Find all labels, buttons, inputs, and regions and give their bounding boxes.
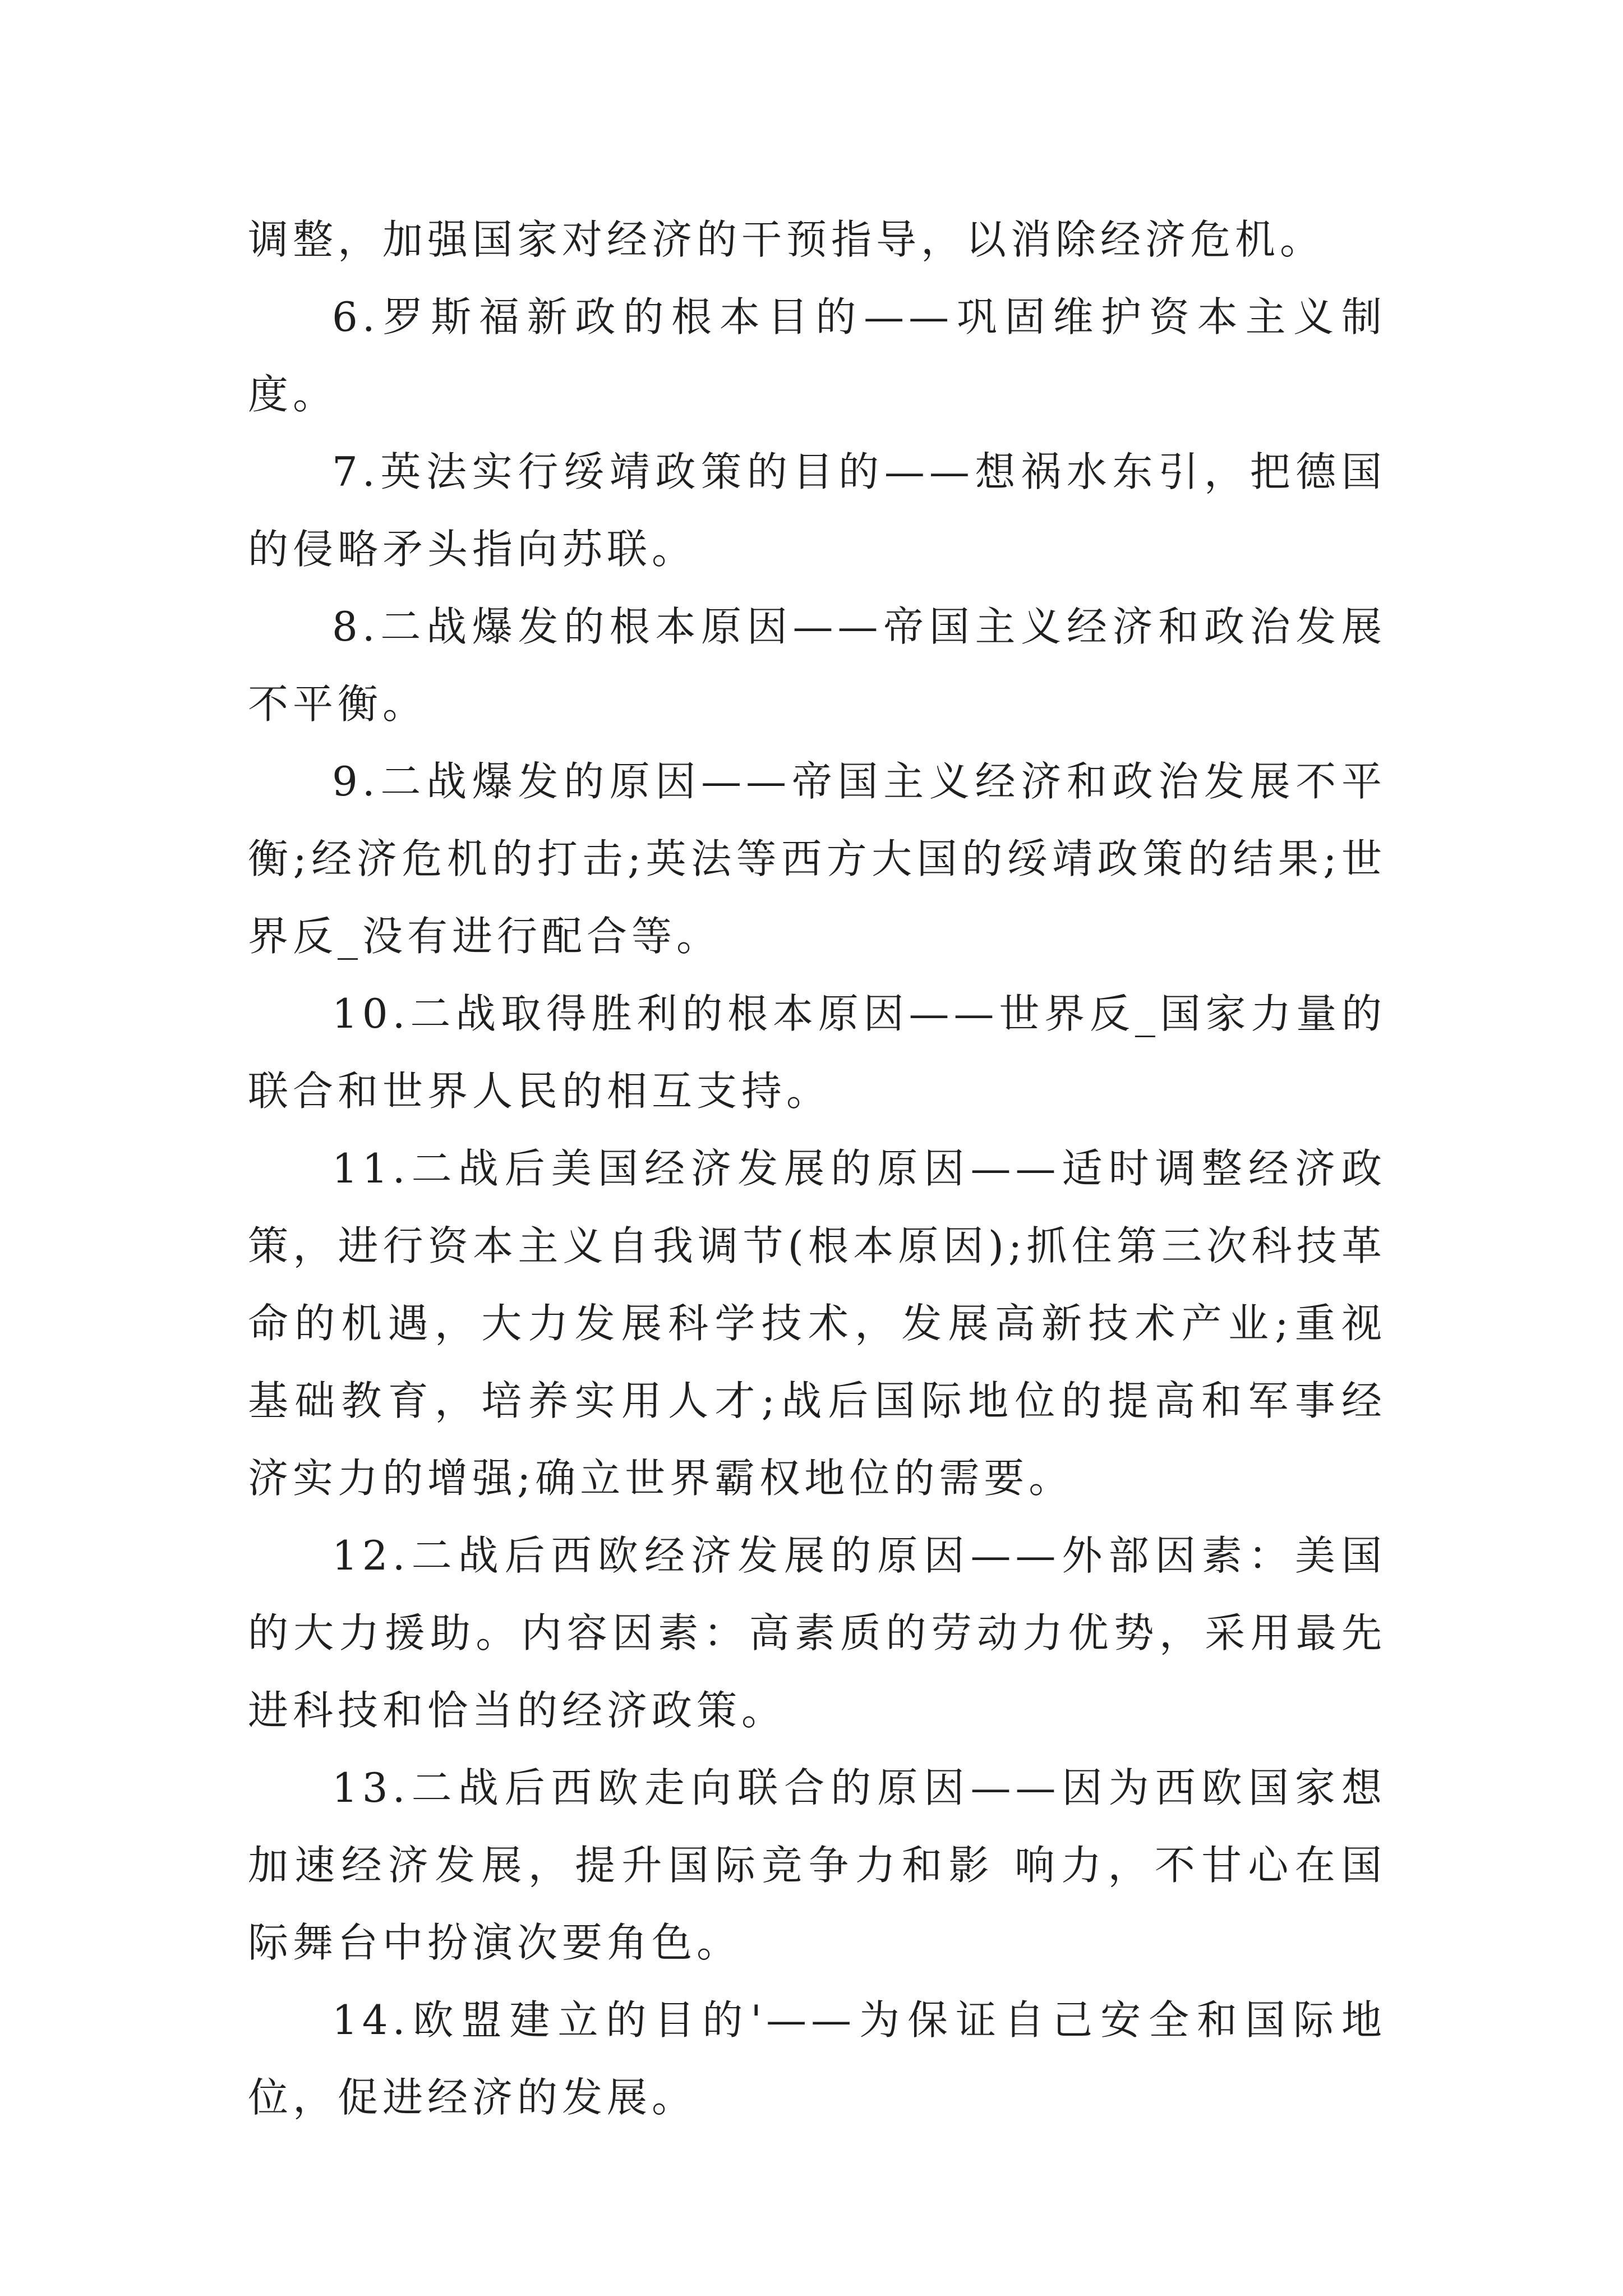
paragraph-item-7: 7.英法实行绥靖政策的目的——想祸水东引，把德国的侵略矛头指向苏联。 <box>248 448 1386 573</box>
paragraph-item-13: 13.二战后西欧走向联合的原因——因为西欧国家想加速经济发展，提升国际竞争力和影 响力，不甘心在国际舞台中扮演次要角色。 <box>248 1764 1386 1966</box>
paragraph-item-11: 11.二战后美国经济发展的原因——适时调整经济政策，进行资本主义自我调节(根本原因);抓住第三次科技革命的机遇，大力发展科学技术，发展高新技术产业;重视基础教育，培养实用人才;战后国际地位的提高和军事经济实力的增强;确立世界霸权地位的需要。 <box>248 1145 1386 1502</box>
paragraph-item-9: 9.二战爆发的原因——帝国主义经济和政治发展不平衡;经济危机的打击;英法等西方大国的绥靖政策的结果;世界反_没有进行配合等。 <box>248 758 1386 960</box>
paragraph-continuation: 调整，加强国家对经济的干预指导，以消除经济危机。 <box>248 216 1325 263</box>
paragraph-item-10: 10.二战取得胜利的根本原因——世界反_国家力量的联合和世界人民的相互支持。 <box>248 990 1386 1115</box>
paragraph-item-12: 12.二战后西欧经济发展的原因——外部因素：美国的大力援助。内容因素：高素质的劳动力优势，采用最先进科技和恰当的经济政策。 <box>248 1532 1386 1734</box>
paragraph-item-14: 14.欧盟建立的目的'——为保证自己安全和国际地位，促进经济的发展。 <box>248 1996 1386 2121</box>
document-body <box>248 201 1386 2136</box>
paragraph-item-8: 8.二战爆发的根本原因——帝国主义经济和政治发展不平衡。 <box>248 603 1386 728</box>
paragraph-item-6: 6.罗斯福新政的根本目的——巩固维护资本主义制度。 <box>248 293 1386 418</box>
